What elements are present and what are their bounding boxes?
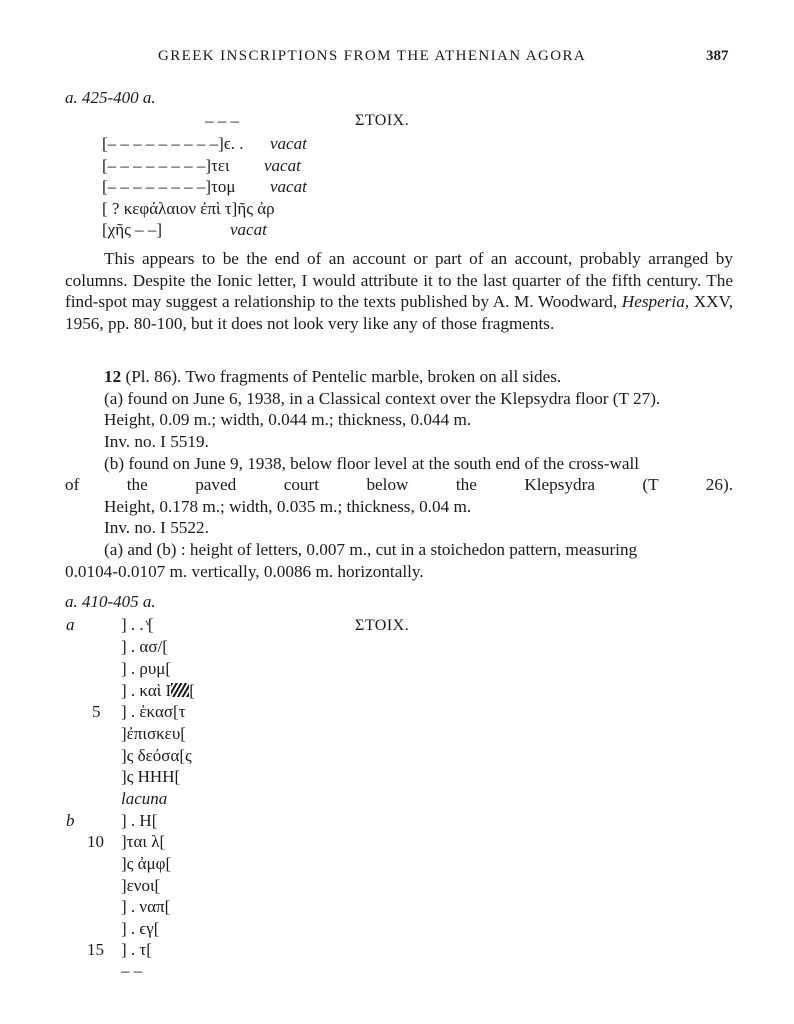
inscription-line: ] . καὶ Ι [ [121,681,195,700]
letters-description-cont: 0.0104-0.0107 m. vertically, 0.0086 m. horizontally. [65,562,424,581]
inscription-line: ]ται λ[ [121,832,166,851]
inscription-line: ] . ϵγ[ [121,919,160,938]
letters-description: (a) and (b) : height of letters, 0.007 m., cut in a stoichedon pattern, measuring [104,540,638,559]
inscription-line: [– – – – – – – – –]ϵ. . [102,134,244,153]
inscription-line: [– – – – – – – –]τομ [102,177,236,196]
line-number: 10 [87,832,104,851]
fragment-a-dimensions: Height, 0.09 m.; width, 0.044 m.; thickness, 0.044 m. [104,410,472,429]
inscription-line: ]ς ΗΗΗ[ [121,767,181,786]
inscription-line: ]ς δεόσα[ς [121,746,192,765]
fragment-b-marker: b [66,811,75,830]
fragment-a-inventory: Inv. no. I 5519. [104,432,209,451]
fragment-b-find-cont: of the paved court below the Klepsydra (T 26). [65,475,733,494]
inscription-line: ] . ναπ[ [121,897,171,916]
vacat-label: vacat [264,156,301,175]
inscription-line: ] . . ͮ[ [121,615,154,634]
fragment-a-find: (a) found on June 6, 1938, in a Classical context over the Klepsydra floor (T 27). [104,389,661,408]
inscription-line: ]ενοι[ [121,876,161,895]
fragment-a-marker: a [66,615,75,634]
inscription-line: ] . Η[ [121,811,158,830]
commentary-paragraph: This appears to be the end of an account or part of an account, probably arranged by columns. Despite the Ionic letter, I would attribute it to the last quarter of the fifth century. The find-spot may suggest a relationship to the texts published by A. M. Woodward, Hesperia, XXV, 1956, pp. 80-100, but it does not look very like any of those fragments. [65,249,734,333]
stoichedon-label-2: ΣΤΟΙΧ. [355,617,410,634]
vacat-label: vacat [230,220,267,239]
inscription-line: – – – [205,111,239,130]
inscription-line: [– – – – – – – –]τει [102,156,230,175]
date-line-1: a. 425-400 a. [65,88,156,107]
inscription-line: ] . τ[ [121,940,152,959]
page-number: 387 [706,48,729,64]
inscription-line: ]ς ἀμφ[ [121,854,172,873]
fragment-b-dimensions: Height, 0.178 m.; width, 0.035 m.; thickness, 0.04 m. [104,497,472,516]
item-12-heading: 12 (Pl. 86). Two fragments of Pentelic marble, broken on all sides. [104,367,562,386]
inscription-line: [ ? κεφάλαιον ἐπὶ τ]ῆς ἀρ [102,199,275,218]
inscription-line: [χῆς – –] [102,220,162,239]
lacuna-label: lacuna [121,789,168,808]
running-header-title: GREEK INSCRIPTIONS FROM THE ATHENIAN AGORA [158,48,587,64]
inscription-line: ] . ἑκασ[τ [121,702,186,721]
fragment-b-inventory: Inv. no. I 5522. [104,518,209,537]
inscription-line: ] . ρυμ[ [121,659,172,678]
vacat-label: vacat [270,134,307,153]
vacat-label: vacat [270,177,307,196]
date-line-2: a. 410-405 a. [65,592,156,611]
erased-letters-mark [171,683,189,697]
inscription-line: – – [121,961,143,980]
inscription-line: ]ἐπισκευ[ [121,724,186,743]
line-number: 15 [87,940,104,959]
inscription-line: ] . ασ/[ [121,637,168,656]
fragment-b-find: (b) found on June 9, 1938, below floor level at the south end of the cross-wall [104,454,640,473]
stoichedon-label-1: ΣΤΟΙΧ. [355,112,410,129]
line-number: 5 [92,702,101,721]
